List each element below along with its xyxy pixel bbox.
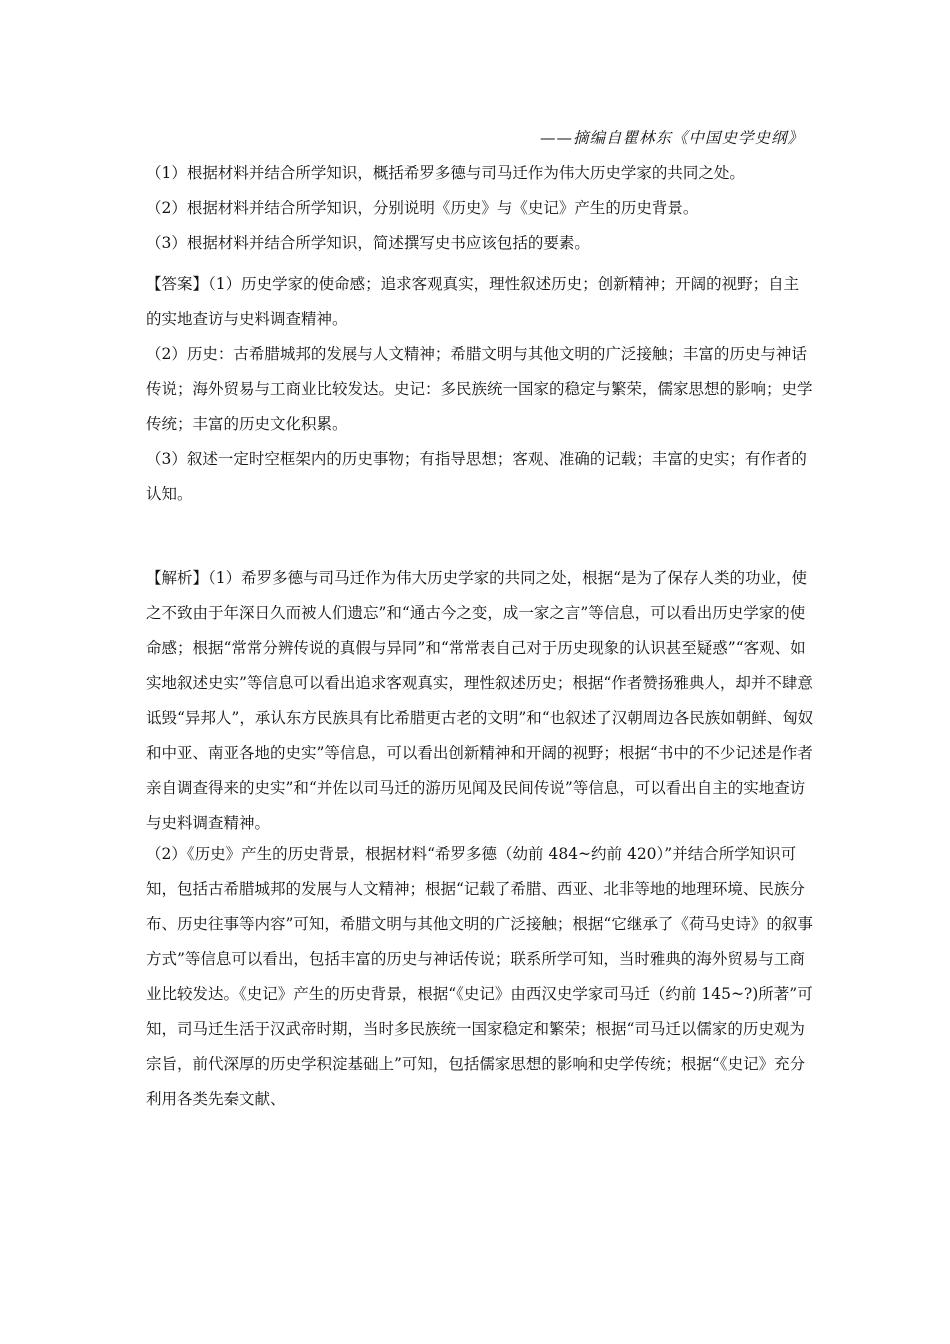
analysis-paragraph-1 xyxy=(146,561,814,841)
answer-section xyxy=(146,267,814,512)
analysis-part-1: （1）希罗多德与司马迁作为伟大历史学家的共同之处，根据“是为了保存人类的功业，使之不致由于年深日久而被人们遗忘”和“通古今之变，成一家之言”等信息，可以看出历史学家的使命感；根据“常常分辨传说的真假与异同”和“常常表自己对于历史现象的认识甚至疑惑”“客观、如实地叙述史实”等信息可以看出追求客观真实，理性叙述历史；根据“作者赞扬雅典人，却并不肆意诋毁“异邦人”，承认东方民族具有比希腊更古老的文明”和“也叙述了汉朝周边各民族如朝鲜、匈奴和中亚、南亚各地的史实”等信息，可以看出创新精神和开阔的视野；根据“书中的不少记述是作者亲自调查得来的史实”和“并佐以司马迁的游历见闻及民间传说”等信息，可以看出自主的实地查访与史料调查精神。 xyxy=(146,569,814,832)
analysis-tag: 【解析】 xyxy=(146,569,209,587)
answer-part-1: （1）历史学家的使命感；追求客观真实，理性叙述历史；创新精神；开阔的视野；自主的实地查访与史料调查精神。 xyxy=(146,275,800,328)
analysis-section xyxy=(146,561,814,1117)
answer-paragraph-3: （3）叙述一定时空框架内的历史事物；有指导思想；客观、准确的记载；丰富的史实；有作者的认知。 xyxy=(146,450,807,503)
answer-paragraph-1 xyxy=(146,267,814,337)
question-2: （2）根据材料并结合所学知识，分别说明《历史》与《史记》产生的历史背景。 xyxy=(146,199,699,217)
answer-paragraph-2: （2）历史：古希腊城邦的发展与人文精神；希腊文明与其他文明的广泛接触；丰富的历史与神话传说；海外贸易与工商业比较发达。史记：多民族统一国家的稳定与繁荣，儒家思想的影响；史学传统；丰富的历史文化积累。 xyxy=(146,345,813,433)
source-citation: ——摘编自瞿林东《中国史学史纲》 xyxy=(539,129,804,147)
question-3: （3）根据材料并结合所学知识，简述撰写史书应该包括的要素。 xyxy=(146,234,590,252)
question-list xyxy=(146,156,814,261)
answer-tag: 【答案】 xyxy=(146,275,209,293)
question-1: （1）根据材料并结合所学知识，概括希罗多德与司马迁作为伟大历史学家的共同之处。 xyxy=(146,164,745,182)
analysis-paragraph-2: （2）《历史》产生的历史背景，根据材料“希罗多德（幼前 484~约前 420）”并结合所学知识可知，包括古希腊城邦的发展与人文精神；根据“记载了希腊、西亚、北非等地的地理环境、民族分布、历史往事等内容”可知，希腊文明与其他文明的广泛接触；根据“它继承了《荷马史诗》的叙事方式”等信息可以看出，包括丰富的历史与神话传说；联系所学可知，当时雅典的海外贸易与工商业比较发达。《史记》产生的历史背景，根据“《史记》由西汉史学家司马迁（约前 145~?)所著”可知，司马迁生活于汉武帝时期，当时多民族统一国家稳定和繁荣；根据“司马迁以儒家的历史观为宗旨，前代深厚的历史学积淀基础上”可知，包括儒家思想的影响和史学传统；根据“《史记》充分利用各类先秦文献、 xyxy=(146,845,813,1108)
